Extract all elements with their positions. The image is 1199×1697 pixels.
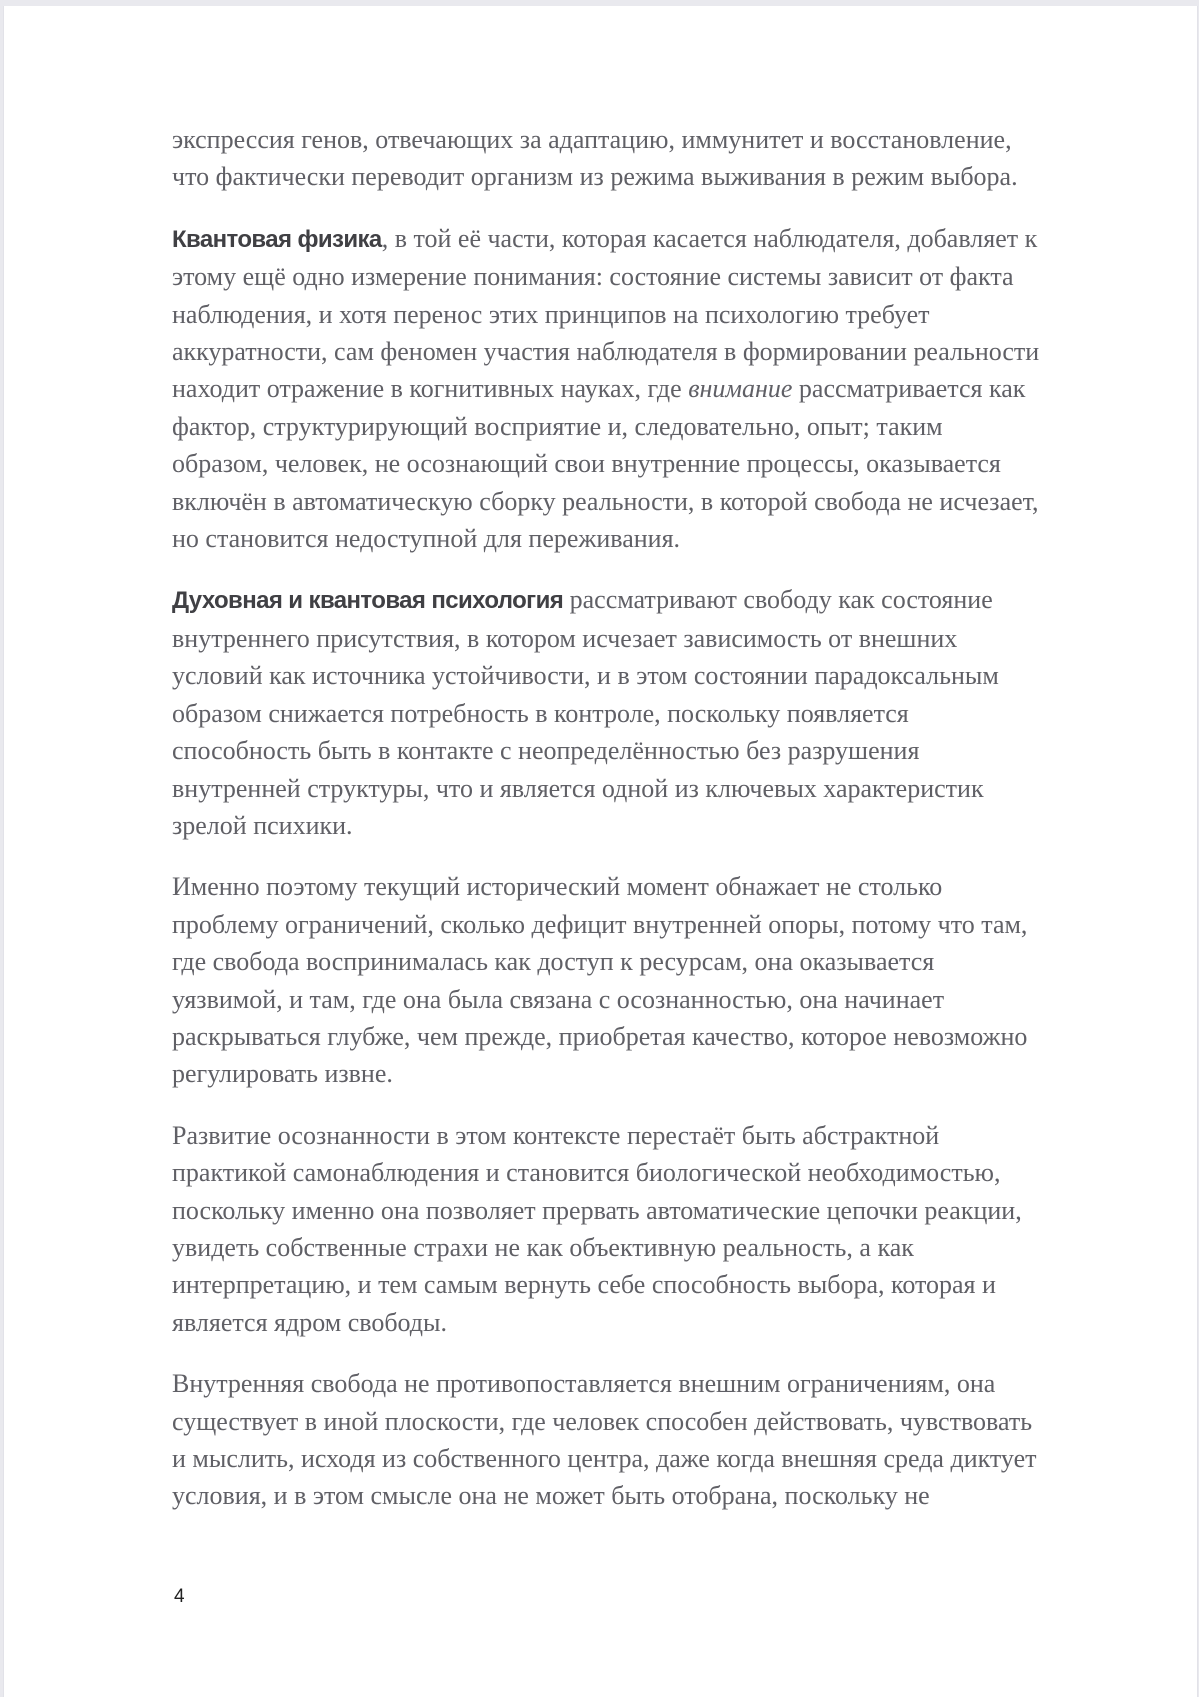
paragraph-text: рассматривается как фактор, структурирующий восприятие и, следовательно, опыт; таким образом, человек, не осознающий свои внутренние процессы, оказывается включён в автоматическую сборку реальности, в которой свобода не исчезает, но становится недоступной для переживания. [172, 374, 1039, 554]
paragraph-historical-moment [172, 868, 1132, 1092]
page-number: 4 [174, 1586, 185, 1607]
paragraph-awareness-development [172, 1117, 1132, 1341]
document-page [3, 6, 1198, 1697]
paragraph-text: рассматривают свободу как состояние внутреннего присутствия, в котором исчезает зависимость от внешних условий как источника устойчивости, и в этом состоянии парадоксальным образом снижается потребность в контроле, поскольку появляется способность быть в контакте с неопределённостью без разрушения внутренней структуры, что и является одной из ключевых характеристик зрелой психики. [172, 585, 999, 840]
paragraph-text: экспрессия генов, отвечающих за адаптацию, иммунитет и восстановление, что фактически переводит организм из режима выживания в режим выбора. [172, 125, 1018, 192]
paragraph-text: Именно поэтому текущий исторический момент обнажает не столько проблему ограничений, сколько дефицит внутренней опоры, потому что там, где свобода воспринималась как доступ к ресурсам, она оказывается уязвимой, и там, где она была связана с осознанностью, она начинает раскрываться глубже, чем прежде, приобретая качество, которое невозможно регулировать извне. [172, 872, 1028, 1089]
paragraph-inner-freedom [172, 1365, 1132, 1515]
paragraph-gene-expression [172, 121, 1132, 196]
paragraph-text: , в той её части, которая касается наблюдателя, добавляет к этому ещё одно измерение понимания: состояние системы зависит от факта наблюдения, и хотя перенос этих принципов на психологию требует аккуратности, сам феномен участия наблюдателя в формировании реальности находит отражение в когнитивных науках, где [172, 223, 1040, 404]
paragraph-quantum-physics [172, 220, 1132, 558]
paragraph-lead-term: Квантовая физика [172, 225, 382, 253]
body-text [172, 121, 1132, 1539]
paragraph-text: Внутренняя свобода не противопоставляется внешним ограничениям, она существует в иной плоскости, где человек способен действовать, чувствовать и мыслить, исходя из собственного центра, даже когда внешняя среда диктует условия, и в этом смысле она не может быть отобрана, поскольку не [172, 1369, 1037, 1511]
paragraph-spiritual-psychology [172, 581, 1132, 844]
paragraph-lead-term: Духовная и квантовая психология [172, 587, 564, 615]
emphasis-term: внимание [688, 374, 793, 404]
paragraph-text: Развитие осознанности в этом контексте перестаёт быть абстрактной практикой самонаблюдения и становится биологической необходимостью, поскольку именно она позволяет прервать автоматические цепочки реакции, увидеть собственные страхи не как объективную реальность, а как интерпретацию, и тем самым вернуть себе способность выбора, которая и является ядром свободы. [172, 1120, 1022, 1337]
